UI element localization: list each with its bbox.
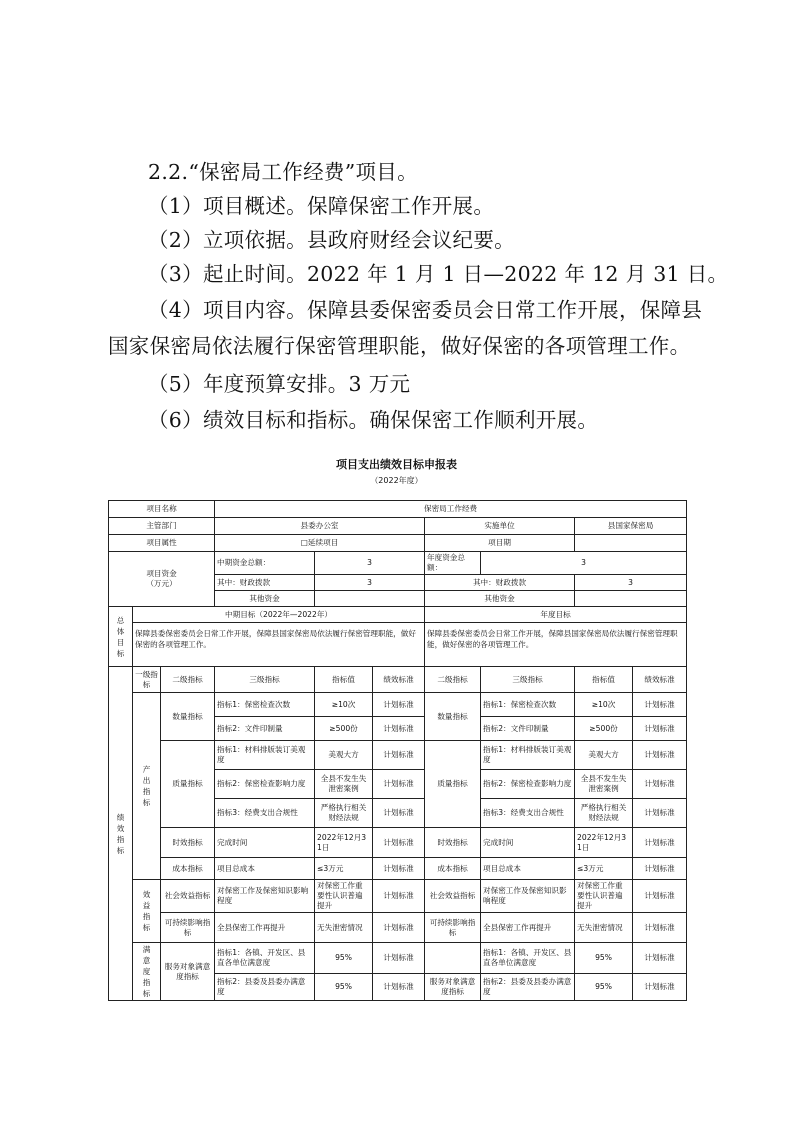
label-output: 产出指标 bbox=[133, 693, 161, 880]
indicator-name: 指标1：保密检查次数 bbox=[215, 693, 315, 717]
table-row bbox=[109, 623, 687, 667]
text-mid-goal: 保障县委保密委员会日常工作开展，保障县国家保密局依法履行保密管理职能，做好保密的各项管理工作。 bbox=[133, 623, 425, 667]
header-value: 指标值 bbox=[315, 667, 373, 693]
header-level1: 一级指标 bbox=[133, 667, 161, 693]
indicator-name: 对保密工作及保密知识影响程度 bbox=[215, 880, 315, 913]
indicator-standard: 计划标准 bbox=[633, 717, 687, 741]
indicator-value: 美观大方 bbox=[575, 741, 633, 770]
indicator-name: 项目总成本 bbox=[215, 858, 315, 880]
indicator-name: 指标2：县委及县委办满意度 bbox=[481, 973, 575, 1000]
label-social-year: 社会效益指标 bbox=[425, 880, 481, 913]
indicator-name: 指标2：保密检查影响力度 bbox=[215, 770, 315, 799]
table-row bbox=[109, 880, 687, 913]
paragraph-content-line2: 国家保密局依法履行保密管理职能，做好保密的各项管理工作。 bbox=[108, 334, 691, 358]
label-service: 服务对象满意度指标 bbox=[161, 943, 215, 1001]
indicator-standard: 计划标准 bbox=[633, 799, 687, 828]
label-mid-total: 中期资金总额： bbox=[215, 552, 315, 575]
value-attr: □延续项目 bbox=[215, 535, 425, 552]
indicator-standard: 计划标准 bbox=[373, 741, 425, 770]
table-row bbox=[109, 693, 687, 717]
value-dept: 县委办公室 bbox=[215, 518, 425, 535]
indicator-value: 美观大方 bbox=[315, 741, 373, 770]
indicator-name: 指标2：文件印制量 bbox=[215, 717, 315, 741]
indicator-value: 全县不发生失泄密案例 bbox=[315, 770, 373, 799]
indicator-value: 对保密工作重要性认识普遍提升 bbox=[575, 880, 633, 913]
label-sustain-year: 可持续影响指标 bbox=[425, 913, 481, 943]
label-mid-fiscal: 其中：财政拨款 bbox=[215, 575, 315, 591]
table-row bbox=[109, 828, 687, 858]
label-project-name: 项目名称 bbox=[109, 501, 215, 518]
table-row bbox=[109, 607, 687, 623]
indicator-standard: 计划标准 bbox=[373, 973, 425, 1000]
indicator-standard: 计划标准 bbox=[373, 913, 425, 943]
paragraph-overview: （1）项目概述。保障保密工作开展。 bbox=[148, 194, 495, 218]
label-overall-goal: 总体目标 bbox=[109, 607, 133, 667]
indicator-value: 严格执行相关财经法规 bbox=[315, 799, 373, 828]
table-row bbox=[109, 913, 687, 943]
indicator-standard: 计划标准 bbox=[633, 913, 687, 943]
heading-project: 2.2.“保密局工作经费”项目。 bbox=[148, 160, 418, 184]
indicator-name: 指标3：经费支出合规性 bbox=[215, 799, 315, 828]
label-cost: 成本指标 bbox=[161, 858, 215, 880]
paragraph-period: （3）起止时间。2022 年 1 月 1 日—2022 年 12 月 31 日。 bbox=[148, 262, 729, 286]
label-cost-year: 成本指标 bbox=[425, 858, 481, 880]
table-row bbox=[109, 943, 687, 974]
indicator-value: ≥500份 bbox=[575, 717, 633, 741]
indicator-value: 95% bbox=[575, 973, 633, 1000]
indicator-value: ≤3万元 bbox=[315, 858, 373, 880]
indicator-name: 对保密工作及保密知识影响程度 bbox=[481, 880, 575, 913]
table-row bbox=[109, 858, 687, 880]
indicator-name: 指标1：各镇、开发区、县直各单位满意度 bbox=[481, 943, 575, 974]
indicator-standard: 计划标准 bbox=[373, 717, 425, 741]
indicator-name: 指标1：材料排版装订美观度 bbox=[215, 741, 315, 770]
indicator-value: 95% bbox=[315, 943, 373, 974]
indicator-standard: 计划标准 bbox=[633, 693, 687, 717]
indicator-name: 指标2：文件印制量 bbox=[481, 717, 575, 741]
label-impl: 实施单位 bbox=[425, 518, 575, 535]
label-dept: 主管部门 bbox=[109, 518, 215, 535]
indicator-standard: 计划标准 bbox=[373, 858, 425, 880]
label-timeliness-year: 时效指标 bbox=[425, 828, 481, 858]
indicator-value: ≥500份 bbox=[315, 717, 373, 741]
indicator-name: 指标1：各镇、开发区、县直各单位满意度 bbox=[215, 943, 315, 974]
indicator-name: 完成时间 bbox=[215, 828, 315, 858]
performance-table bbox=[108, 500, 687, 1001]
table-row bbox=[109, 552, 687, 575]
indicator-name: 指标2：县委及县委办满意度 bbox=[215, 973, 315, 1000]
indicator-name: 指标1：保密检查次数 bbox=[481, 693, 575, 717]
indicator-name: 全县保密工作再提升 bbox=[215, 913, 315, 943]
label-timeliness: 时效指标 bbox=[161, 828, 215, 858]
label-other-funds: 其他资金 bbox=[215, 591, 315, 607]
label-service-year: 服务对象满意度指标 bbox=[425, 973, 481, 1000]
indicator-name: 指标3：经费支出合规性 bbox=[481, 799, 575, 828]
paragraph-budget: （5）年度预算安排。3 万元 bbox=[148, 372, 411, 396]
label-quality: 质量指标 bbox=[161, 741, 215, 828]
value-impl: 县国家保密局 bbox=[575, 518, 687, 535]
indicator-value: ≤3万元 bbox=[575, 858, 633, 880]
indicator-value: ≥10次 bbox=[315, 693, 373, 717]
table-row bbox=[109, 667, 687, 693]
indicator-value: 严格执行相关财经法规 bbox=[575, 799, 633, 828]
table-row bbox=[109, 501, 687, 518]
value-mid-fiscal: 3 bbox=[315, 575, 425, 591]
indicator-standard: 计划标准 bbox=[633, 943, 687, 974]
label-year-other-funds: 其他资金 bbox=[425, 591, 575, 607]
indicator-value: 无失泄密情况 bbox=[575, 913, 633, 943]
table-title: 项目支出绩效目标申报表 bbox=[336, 458, 457, 471]
indicator-value: 全县不发生失泄密案例 bbox=[575, 770, 633, 799]
indicator-standard: 计划标准 bbox=[373, 880, 425, 913]
header-mid-goal: 中期目标（2022年—2022年） bbox=[133, 607, 425, 623]
indicator-name: 指标2：保密检查影响力度 bbox=[481, 770, 575, 799]
header-standard: 绩效标准 bbox=[373, 667, 425, 693]
paragraph-content-line1: （4）项目内容。保障县委保密委员会日常工作开展，保障县 bbox=[148, 298, 703, 322]
header-year-goal: 年度目标 bbox=[425, 607, 687, 623]
label-year-fiscal: 其中：财政拨款 bbox=[425, 575, 575, 591]
value-mid-total: 3 bbox=[315, 552, 425, 575]
value-period bbox=[575, 535, 687, 552]
indicator-value: 对保密工作重要性认识普遍提升 bbox=[315, 880, 373, 913]
header-standard-year: 绩效标准 bbox=[633, 667, 687, 693]
label-sustain: 可持续影响指标 bbox=[161, 913, 215, 943]
paragraph-goals: （6）绩效目标和指标。确保保密工作顺利开展。 bbox=[148, 408, 599, 432]
value-project-name: 保密局工作经费 bbox=[215, 501, 687, 518]
header-level2-year: 二级指标 bbox=[425, 667, 481, 693]
table-subtitle: （2022年度） bbox=[370, 476, 423, 485]
indicator-standard: 计划标准 bbox=[633, 770, 687, 799]
table-row bbox=[109, 535, 687, 552]
indicator-value: 无失泄密情况 bbox=[315, 913, 373, 943]
label-benefit: 效益指标 bbox=[133, 880, 161, 943]
indicator-standard: 计划标准 bbox=[633, 828, 687, 858]
label-year-total: 年度资金总额： bbox=[425, 552, 481, 575]
header-value-year: 指标值 bbox=[575, 667, 633, 693]
indicator-value: ≥10次 bbox=[575, 693, 633, 717]
label-quantity: 数量指标 bbox=[161, 693, 215, 741]
indicator-value: 2022年12月31日 bbox=[315, 828, 373, 858]
indicator-name: 指标1：材料排版装订美观度 bbox=[481, 741, 575, 770]
header-level3: 三级指标 bbox=[215, 667, 315, 693]
label-period: 项目期 bbox=[425, 535, 575, 552]
header-level3-year: 三级指标 bbox=[481, 667, 575, 693]
indicator-value: 2022年12月31日 bbox=[575, 828, 633, 858]
table-row bbox=[109, 741, 687, 770]
indicator-standard: 计划标准 bbox=[373, 828, 425, 858]
indicator-name: 全县保密工作再提升 bbox=[481, 913, 575, 943]
value-year-total: 3 bbox=[481, 552, 687, 575]
indicator-name: 项目总成本 bbox=[481, 858, 575, 880]
indicator-value: 95% bbox=[315, 973, 373, 1000]
indicator-standard: 计划标准 bbox=[373, 770, 425, 799]
indicator-name: 完成时间 bbox=[481, 828, 575, 858]
label-satisfaction: 满意度指标 bbox=[133, 943, 161, 1001]
label-social: 社会效益指标 bbox=[161, 880, 215, 913]
label-funds: 项目资金 （万元） bbox=[109, 552, 215, 607]
text-year-goal: 保障县委保密委员会日常工作开展，保障县国家保密局依法履行保密管理职能，做好保密的各项管理工作。 bbox=[425, 623, 687, 667]
indicator-standard: 计划标准 bbox=[373, 943, 425, 974]
value-year-fiscal: 3 bbox=[575, 575, 687, 591]
indicator-value: 95% bbox=[575, 943, 633, 974]
indicator-standard: 计划标准 bbox=[633, 880, 687, 913]
label-quantity-year: 数量指标 bbox=[425, 693, 481, 741]
table-row bbox=[109, 518, 687, 535]
label-attr: 项目属性 bbox=[109, 535, 215, 552]
indicator-standard: 计划标准 bbox=[633, 973, 687, 1000]
header-level2: 二级指标 bbox=[161, 667, 215, 693]
indicator-standard: 计划标准 bbox=[373, 693, 425, 717]
indicator-standard: 计划标准 bbox=[633, 858, 687, 880]
label-perf-indicators: 绩效指标 bbox=[109, 667, 133, 1001]
indicator-standard: 计划标准 bbox=[373, 799, 425, 828]
indicator-standard: 计划标准 bbox=[633, 741, 687, 770]
label-quality-year: 质量指标 bbox=[425, 741, 481, 828]
paragraph-basis: （2）立项依据。县政府财经会议纪要。 bbox=[148, 228, 515, 252]
